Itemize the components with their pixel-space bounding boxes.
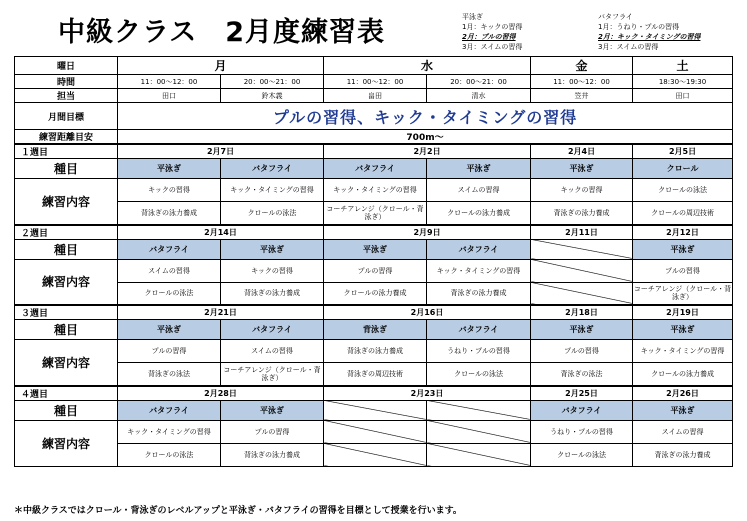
day-wednesday: 水 (324, 57, 531, 75)
time-cell: 20：00～21：00 (221, 75, 324, 89)
content-cell: 背泳ぎの泳力養成 (118, 202, 221, 225)
kind-cell: 背泳ぎ (324, 320, 427, 340)
content-cell: キック・タイミングの習得 (118, 420, 221, 443)
content-cell: クロールの泳法 (531, 443, 633, 466)
content-cell: 背泳ぎの泳力養成 (427, 282, 531, 305)
kind-cell: バタフライ (427, 320, 531, 340)
kind-cell: バタフライ (221, 320, 324, 340)
kind-cell: 平泳ぎ (118, 320, 221, 340)
date-cell: 2月9日 (324, 225, 531, 240)
date-cell: 2月21日 (118, 305, 324, 320)
empty-slot (324, 420, 427, 443)
legend-item-current: 2月：プルの習得 (462, 33, 516, 41)
content-cell: 背泳ぎの泳力養成 (324, 340, 427, 363)
time-cell: 11：00～12：00 (324, 75, 427, 89)
content-cell: プルの習得 (531, 340, 633, 363)
empty-slot (324, 400, 427, 420)
content-cell: 背泳ぎの泳法 (118, 363, 221, 386)
page-title: 中級クラス 2月度練習表 (58, 17, 385, 48)
content-cell: クロールの泳法 (118, 282, 221, 305)
date-cell: 2月12日 (633, 225, 733, 240)
content-cell: コーチアレンジ（クロール・背泳ぎ） (633, 282, 733, 305)
legend-item: 3月：スイムの習得 (598, 43, 659, 51)
empty-slot (427, 420, 531, 443)
date-cell: 2月19日 (633, 305, 733, 320)
content-cell: 背泳ぎの泳力養成 (221, 443, 324, 466)
content-cell: キックの習得 (531, 179, 633, 202)
kind-cell: バタフライ (531, 400, 633, 420)
kind-cell: 平泳ぎ (633, 239, 733, 259)
date-cell: 2月25日 (531, 386, 633, 401)
content-cell: うねり・プルの習得 (427, 340, 531, 363)
content-cell: クロールの泳法 (633, 179, 733, 202)
kind-cell: 平泳ぎ (531, 159, 633, 179)
content-cell: 背泳ぎの泳力養成 (531, 202, 633, 225)
kind-cell: 平泳ぎ (427, 159, 531, 179)
week-label: ４週目 (15, 386, 118, 401)
content-cell: コーチアレンジ（クロール・背泳ぎ） (221, 363, 324, 386)
empty-slot (531, 259, 633, 282)
content-cell: 背泳ぎの泳力養成 (221, 282, 324, 305)
empty-slot (324, 443, 427, 466)
day-friday: 金 (531, 57, 633, 75)
legend-heading: 平泳ぎ (462, 13, 483, 21)
kind-label: 種目 (15, 239, 118, 259)
date-cell: 2月26日 (633, 386, 733, 401)
content-cell: クロールの泳法 (118, 443, 221, 466)
weekday-label: 曜日 (15, 57, 118, 75)
kind-cell: バタフライ (427, 239, 531, 259)
kind-label: 種目 (15, 400, 118, 420)
staff-cell: 田口 (633, 89, 733, 103)
content-cell: 背泳ぎの泳力養成 (633, 443, 733, 466)
legend-heading: バタフライ (598, 13, 633, 21)
schedule-table (14, 56, 733, 467)
date-cell: 2月23日 (324, 386, 531, 401)
kind-cell: バタフライ (221, 159, 324, 179)
content-cell: コーチアレンジ（クロール・背泳ぎ） (324, 202, 427, 225)
kind-cell: 平泳ぎ (324, 239, 427, 259)
legend-item: 1月：キックの習得 (462, 23, 523, 31)
kind-label: 種目 (15, 320, 118, 340)
legend-item: 1月：うねり・プルの習得 (598, 23, 680, 31)
date-cell: 2月2日 (324, 144, 531, 159)
empty-slot (531, 282, 633, 305)
content-cell: プルの習得 (324, 259, 427, 282)
legend-item: 3月：スイムの習得 (462, 43, 523, 51)
time-cell: 11：00～12：00 (531, 75, 633, 89)
date-cell: 2月5日 (633, 144, 733, 159)
empty-slot (531, 239, 633, 259)
content-label: 練習内容 (15, 179, 118, 225)
goal-label: 月間目標 (15, 103, 118, 130)
content-cell: クロールの泳力養成 (633, 363, 733, 386)
footnote: ＊中級クラスではクロール・背泳ぎのレベルアップと平泳ぎ・バタフライの習得を目標として授業を行います。 (14, 506, 462, 516)
kind-label: 種目 (15, 159, 118, 179)
date-cell: 2月11日 (531, 225, 633, 240)
date-cell: 2月18日 (531, 305, 633, 320)
content-cell: プルの習得 (221, 420, 324, 443)
content-cell: キック・タイミングの習得 (324, 179, 427, 202)
kind-cell: バタフライ (118, 239, 221, 259)
content-label: 練習内容 (15, 340, 118, 386)
content-cell: キックの習得 (221, 259, 324, 282)
week-label: ２週目 (15, 225, 118, 240)
kind-cell: 平泳ぎ (531, 320, 633, 340)
staff-cell: 田口 (118, 89, 221, 103)
legend-butterfly (598, 12, 700, 52)
content-cell: キック・タイミングの習得 (427, 259, 531, 282)
content-cell: クロールの泳力養成 (427, 202, 531, 225)
content-cell: キックの習得 (118, 179, 221, 202)
content-cell: スイムの習得 (221, 340, 324, 363)
content-cell: キック・タイミングの習得 (633, 340, 733, 363)
kind-cell: 平泳ぎ (118, 159, 221, 179)
content-label: 練習内容 (15, 259, 118, 305)
empty-slot (427, 443, 531, 466)
content-cell: クロールの周辺技術 (633, 202, 733, 225)
staff-label: 担当 (15, 89, 118, 103)
distance-value: 700m～ (118, 130, 733, 145)
monthly-goal: プルの習得、キック・タイミングの習得 (118, 103, 733, 130)
kind-cell: クロール (633, 159, 733, 179)
date-cell: 2月7日 (118, 144, 324, 159)
content-cell: うねり・プルの習得 (531, 420, 633, 443)
content-cell: キック・タイミングの習得 (221, 179, 324, 202)
time-cell: 18:30～19:30 (633, 75, 733, 89)
staff-cell: 清水 (427, 89, 531, 103)
legend-item-current: 2月：キック・タイミングの習得 (598, 33, 701, 41)
content-cell: 背泳ぎの泳法 (531, 363, 633, 386)
kind-cell: 平泳ぎ (221, 400, 324, 420)
kind-cell: 平泳ぎ (633, 400, 733, 420)
time-cell: 11：00～12：00 (118, 75, 221, 89)
time-label: 時間 (15, 75, 118, 89)
content-cell: クロールの泳力養成 (324, 282, 427, 305)
content-cell: プルの習得 (118, 340, 221, 363)
day-saturday: 土 (633, 57, 733, 75)
content-cell: スイムの習得 (427, 179, 531, 202)
staff-cell: 笠井 (531, 89, 633, 103)
date-cell: 2月4日 (531, 144, 633, 159)
staff-cell: 鈴木義 (221, 89, 324, 103)
content-cell: クロールの泳法 (427, 363, 531, 386)
content-cell: プルの習得 (633, 259, 733, 282)
day-monday: 月 (118, 57, 324, 75)
empty-slot (427, 400, 531, 420)
time-cell: 20：00～21：00 (427, 75, 531, 89)
content-cell: スイムの習得 (633, 420, 733, 443)
kind-cell: バタフライ (118, 400, 221, 420)
content-label: 練習内容 (15, 420, 118, 466)
content-cell: スイムの習得 (118, 259, 221, 282)
date-cell: 2月16日 (324, 305, 531, 320)
kind-cell: 平泳ぎ (221, 239, 324, 259)
kind-cell: 平泳ぎ (633, 320, 733, 340)
week-label: １週目 (15, 144, 118, 159)
kind-cell: バタフライ (324, 159, 427, 179)
week-label: ３週目 (15, 305, 118, 320)
content-cell: クロールの泳法 (221, 202, 324, 225)
legend-breaststroke (462, 12, 522, 52)
date-cell: 2月28日 (118, 386, 324, 401)
distance-label: 練習距離目安 (15, 130, 118, 145)
staff-cell: 畠田 (324, 89, 427, 103)
date-cell: 2月14日 (118, 225, 324, 240)
content-cell: 背泳ぎの周辺技術 (324, 363, 427, 386)
